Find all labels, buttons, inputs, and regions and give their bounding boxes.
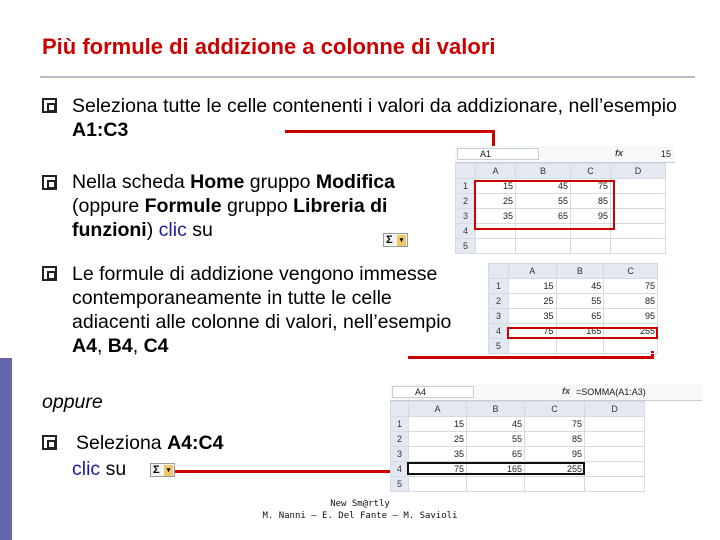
cell[interactable]: 45 — [556, 279, 604, 294]
cell[interactable] — [516, 239, 571, 254]
row-header[interactable]: 3 — [456, 209, 476, 224]
selection-outline — [407, 462, 585, 475]
dropdown-icon: ▾ — [164, 465, 173, 476]
row-header[interactable]: 1 — [391, 417, 409, 432]
name-box[interactable]: A1 — [457, 148, 539, 160]
name-box[interactable]: A4 — [392, 386, 474, 398]
cell[interactable]: 65 — [556, 309, 604, 324]
formula-value[interactable]: =SOMMA(A1:A3) — [576, 387, 646, 397]
cell[interactable]: 75 — [525, 417, 585, 432]
fx-icon: fx — [562, 386, 571, 396]
cell[interactable]: 55 — [516, 194, 571, 209]
column-header[interactable]: A — [409, 402, 467, 417]
bullet-2-formule: Formule — [144, 195, 222, 217]
cell[interactable]: 15 — [508, 279, 556, 294]
side-bar-top — [0, 0, 12, 358]
cell[interactable] — [585, 432, 645, 447]
autosum-icon — [150, 463, 175, 477]
cell[interactable] — [556, 339, 604, 354]
cell[interactable]: 55 — [467, 432, 525, 447]
row-header[interactable]: 3 — [391, 447, 409, 462]
table-row — [391, 477, 645, 492]
table-row — [391, 417, 645, 432]
table-row — [489, 294, 658, 309]
arrow-3 — [175, 470, 390, 473]
corner-cell[interactable] — [456, 164, 476, 179]
bullet-2-t4: gruppo — [221, 195, 294, 217]
column-header[interactable]: D — [611, 164, 666, 179]
title-divider — [40, 76, 695, 78]
cell[interactable]: 95 — [571, 209, 611, 224]
column-header[interactable]: C — [604, 264, 658, 279]
row-header[interactable]: 2 — [391, 432, 409, 447]
sigma-icon: Σ — [153, 464, 160, 476]
spreadsheet-2 — [488, 263, 658, 351]
cell[interactable] — [525, 477, 585, 492]
cell[interactable] — [467, 477, 525, 492]
formula-value[interactable]: 15 — [661, 149, 672, 159]
bullet-3-c4: C4 — [143, 335, 169, 357]
cell[interactable]: 75 — [571, 179, 611, 194]
bullet-2-funzioni: funzioni — [72, 219, 147, 241]
cell[interactable] — [611, 239, 666, 254]
cell[interactable] — [571, 239, 611, 254]
cell[interactable] — [611, 224, 666, 239]
sigma-icon: Σ — [386, 234, 393, 246]
cell[interactable] — [585, 462, 645, 477]
cell[interactable]: 85 — [571, 194, 611, 209]
cell[interactable]: 35 — [476, 209, 516, 224]
formula-bar — [455, 146, 675, 163]
column-header[interactable]: C — [525, 402, 585, 417]
bullet-3-text — [72, 262, 467, 358]
bullet-2-t6: su — [186, 219, 213, 241]
cell[interactable]: 95 — [604, 309, 658, 324]
bullet-2-t5: ) — [146, 219, 159, 241]
bullet-2-modifica: Modifica — [315, 171, 395, 193]
cell[interactable] — [476, 239, 516, 254]
table-row — [489, 309, 658, 324]
bullet-3-comma-1: , — [96, 335, 108, 357]
selection-highlight — [474, 180, 615, 230]
cell[interactable]: 55 — [556, 294, 604, 309]
bullet-3-t1: Le formule di addizione vengono immesse contemporaneamente in tutte le celle adiacenti alle colonne di valori, nell’esempio — [72, 263, 452, 333]
bullet-2-t3: (oppure — [72, 195, 145, 217]
bullet-icon — [42, 98, 57, 113]
cell[interactable]: 75 — [508, 324, 556, 339]
column-header[interactable]: B — [516, 164, 571, 179]
formula-bar — [390, 384, 702, 401]
fx-icon: fx — [615, 148, 624, 158]
header-row — [391, 402, 645, 417]
header-row — [456, 164, 666, 179]
row-header[interactable]: 3 — [489, 309, 509, 324]
row-header[interactable]: 2 — [456, 194, 476, 209]
row-header[interactable]: 2 — [489, 294, 509, 309]
bullet-3-b4: B4 — [107, 335, 133, 357]
cell[interactable]: 75 — [409, 462, 467, 477]
cell[interactable] — [585, 477, 645, 492]
cell[interactable] — [508, 339, 556, 354]
bullet-2-t1: Nella scheda — [72, 171, 191, 193]
cell[interactable]: 25 — [508, 294, 556, 309]
cell[interactable] — [585, 417, 645, 432]
bullet-3-comma-2: , — [132, 335, 144, 357]
row-header[interactable]: 4 — [489, 324, 509, 339]
dropdown-icon: ▾ — [397, 235, 406, 246]
bullet-3-a4: A4 — [72, 335, 97, 357]
row-header[interactable]: 1 — [489, 279, 509, 294]
bullet-2-t2: gruppo — [244, 171, 316, 193]
column-header[interactable]: B — [556, 264, 604, 279]
cell[interactable]: 25 — [476, 194, 516, 209]
bullet-2-home: Home — [190, 171, 245, 193]
cell[interactable]: 35 — [508, 309, 556, 324]
cell[interactable]: 255 — [525, 462, 585, 477]
cell[interactable]: 165 — [467, 462, 525, 477]
grid — [488, 263, 658, 354]
row-header[interactable]: 4 — [391, 462, 409, 477]
cell[interactable]: 45 — [516, 179, 571, 194]
grid — [390, 401, 645, 492]
cell[interactable] — [611, 194, 666, 209]
table-row — [391, 447, 645, 462]
bullet-4-clic: clic — [72, 458, 101, 480]
cell[interactable]: 165 — [556, 324, 604, 339]
cell[interactable]: 85 — [525, 432, 585, 447]
cell[interactable] — [611, 209, 666, 224]
column-header[interactable]: A — [476, 164, 516, 179]
cell[interactable] — [585, 447, 645, 462]
cell[interactable]: 45 — [467, 417, 525, 432]
row-header[interactable]: 5 — [456, 239, 476, 254]
arrow-1 — [285, 130, 495, 133]
footer-line-1: New Sm@rtly — [330, 499, 390, 509]
row-header[interactable]: 5 — [489, 339, 509, 354]
arrow-2 — [408, 356, 653, 359]
bullet-1-text — [72, 94, 702, 142]
table-row — [489, 279, 658, 294]
header-row — [489, 264, 658, 279]
footer-line-2: M. Nanni – E. Del Fante – M. Savioli — [262, 511, 458, 521]
bullet-4-t1: Seleziona — [76, 432, 168, 454]
bullet-icon — [42, 435, 57, 450]
corner-cell[interactable] — [391, 402, 409, 417]
cell[interactable]: 95 — [525, 447, 585, 462]
row-header[interactable]: 1 — [456, 179, 476, 194]
cell[interactable]: 75 — [604, 279, 658, 294]
cell[interactable]: 35 — [409, 447, 467, 462]
corner-cell[interactable] — [489, 264, 509, 279]
bullet-icon — [42, 175, 57, 190]
result-highlight — [507, 327, 658, 339]
cell[interactable]: 15 — [409, 417, 467, 432]
oppure-label: oppure — [42, 391, 103, 413]
cell[interactable] — [604, 339, 658, 354]
cell[interactable]: 65 — [516, 209, 571, 224]
bullet-4-line-1 — [76, 431, 376, 455]
slide-title: Più formule di addizione a colonne di valori — [42, 34, 496, 59]
column-header[interactable]: C — [571, 164, 611, 179]
row-header[interactable]: 5 — [391, 477, 409, 492]
bullet-1-strong: A1:C3 — [72, 119, 129, 141]
bullet-4-a4c4: A4:C4 — [167, 432, 224, 454]
bullet-2-clic: clic — [158, 219, 187, 241]
bullet-2-libreria: Libreria di — [293, 195, 388, 217]
table-row — [456, 239, 666, 254]
column-header[interactable]: D — [585, 402, 645, 417]
column-header[interactable]: A — [508, 264, 556, 279]
cell[interactable]: 25 — [409, 432, 467, 447]
bullet-1-pre: Seleziona tutte le celle contenenti i valori da addizionare, nell’esempio — [72, 95, 677, 117]
column-header[interactable]: B — [467, 402, 525, 417]
row-header[interactable]: 4 — [456, 224, 476, 239]
table-row — [391, 432, 645, 447]
spreadsheet-1 — [455, 146, 675, 252]
cell[interactable] — [409, 477, 467, 492]
cell[interactable]: 255 — [604, 324, 658, 339]
cell[interactable]: 15 — [476, 179, 516, 194]
autosum-icon — [383, 233, 408, 247]
bullet-icon — [42, 266, 57, 281]
spreadsheet-3 — [390, 384, 702, 489]
bullet-4-t2: su — [100, 458, 127, 480]
cell[interactable]: 85 — [604, 294, 658, 309]
cell[interactable]: 65 — [467, 447, 525, 462]
table-row — [489, 339, 658, 354]
cell[interactable] — [611, 179, 666, 194]
side-bar — [0, 0, 12, 540]
